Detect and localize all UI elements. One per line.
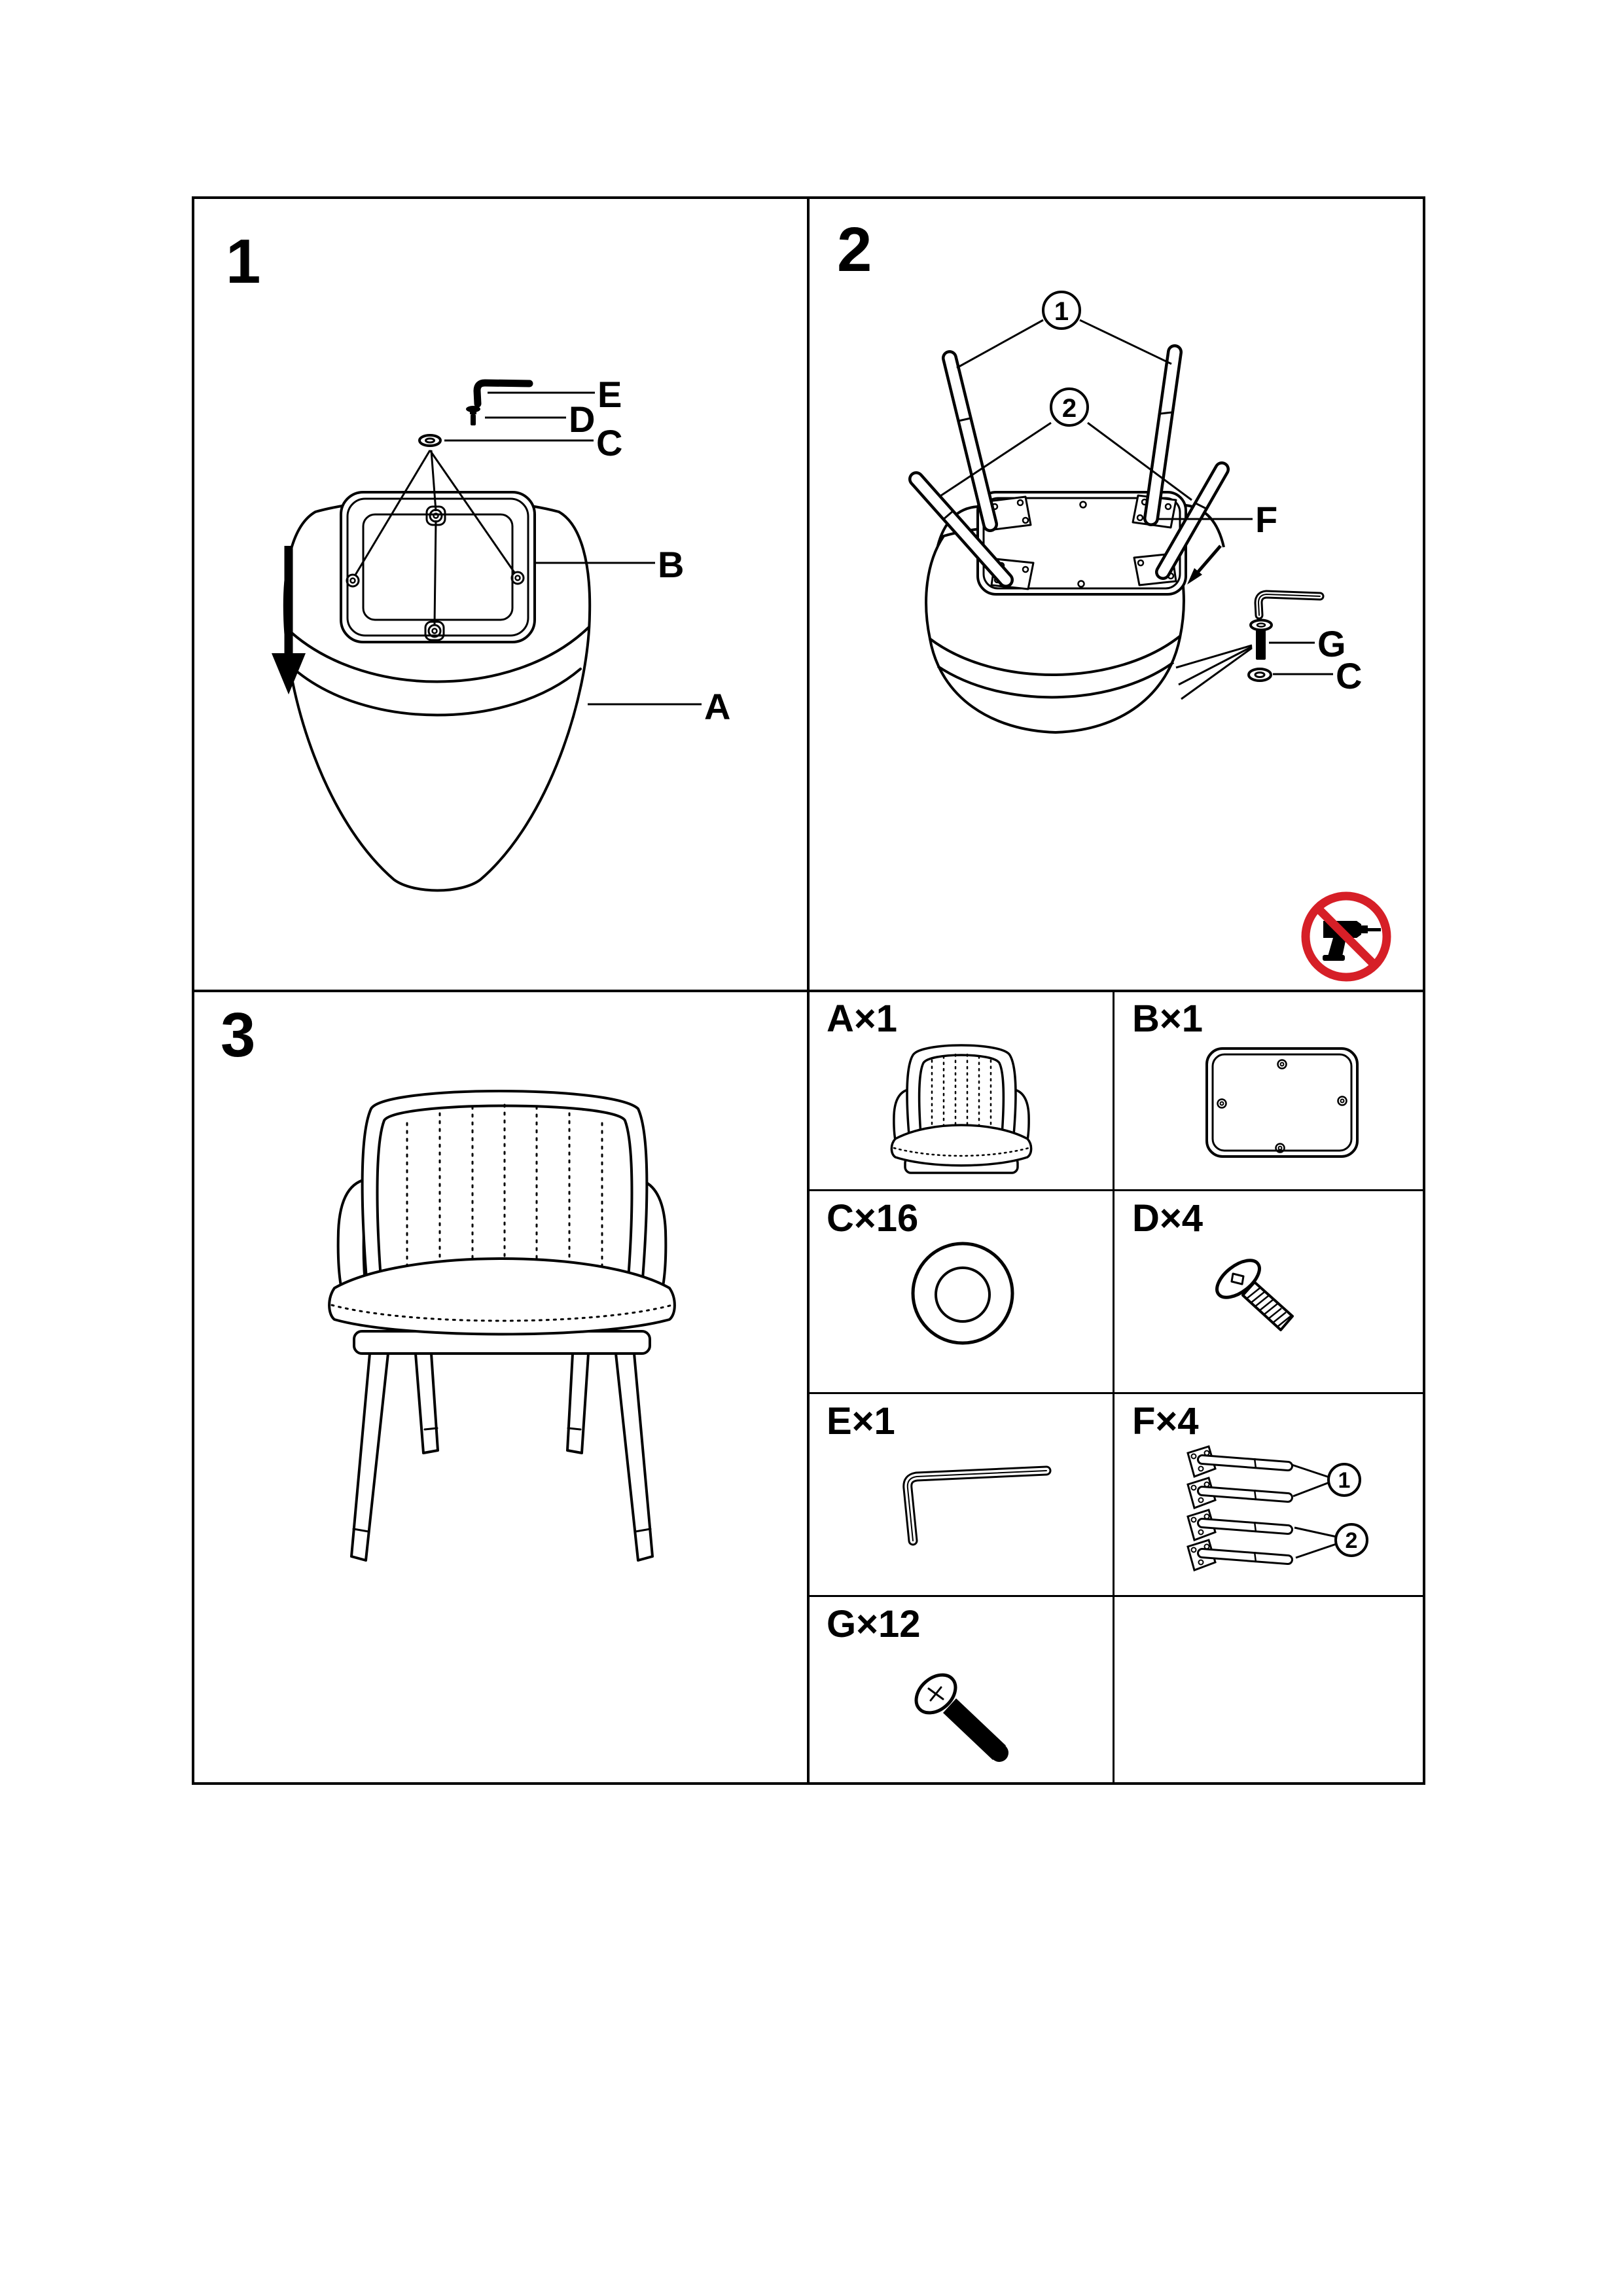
step2-number: 2 bbox=[837, 215, 872, 285]
hex-key-icon bbox=[1258, 594, 1320, 615]
leg-type-2-badge bbox=[1294, 1524, 1367, 1558]
callout-C: C bbox=[1336, 655, 1363, 696]
leg-item bbox=[1188, 1478, 1288, 1508]
assembled-chair-figure bbox=[329, 1091, 675, 1560]
leg-item bbox=[1188, 1446, 1288, 1477]
screw-icon bbox=[466, 406, 480, 425]
part-label-F: F×4 bbox=[1132, 1400, 1199, 1443]
callout-C: C bbox=[596, 422, 623, 463]
svg-text:2: 2 bbox=[1061, 394, 1077, 423]
callout-F: F bbox=[1255, 499, 1278, 540]
step3-number: 3 bbox=[221, 1000, 256, 1070]
no-drill-icon bbox=[1306, 896, 1387, 977]
part-label-G: G×12 bbox=[827, 1603, 921, 1645]
parts-list-panel bbox=[810, 992, 1423, 1782]
leg-item bbox=[1188, 1540, 1288, 1570]
step1-number: 1 bbox=[226, 226, 261, 296]
callout-D: D bbox=[569, 399, 596, 440]
part-E-hexkey-figure bbox=[908, 1471, 1046, 1541]
leg-type-1-badge bbox=[957, 292, 1171, 368]
part-C-washer-figure bbox=[913, 1244, 1012, 1343]
svg-text:1: 1 bbox=[1054, 297, 1069, 326]
part-label-C: C×16 bbox=[827, 1197, 919, 1240]
part-D-screw-figure bbox=[1211, 1253, 1293, 1330]
part-label-E: E×1 bbox=[827, 1400, 895, 1443]
leg-type-1-badge bbox=[1292, 1464, 1360, 1496]
step1-panel bbox=[194, 199, 807, 990]
svg-text:1: 1 bbox=[1338, 1468, 1351, 1493]
step3-panel bbox=[194, 992, 807, 1782]
callout-B: B bbox=[658, 544, 685, 585]
part-label-A: A×1 bbox=[827, 997, 898, 1040]
part-label-B: B×1 bbox=[1132, 997, 1204, 1040]
washer-icon bbox=[1249, 669, 1271, 681]
part-A-seat-figure bbox=[891, 1045, 1031, 1173]
step2-panel bbox=[810, 199, 1423, 990]
callout-E: E bbox=[597, 374, 622, 415]
instruction-grid bbox=[192, 196, 1425, 1785]
insert-arrow-icon bbox=[1187, 546, 1221, 584]
part-G-bolt-figure bbox=[909, 1667, 1008, 1762]
callout-A: A bbox=[704, 686, 731, 727]
part-F-legs-figure bbox=[1188, 1446, 1367, 1570]
bolt-callout-lines bbox=[1176, 645, 1252, 699]
svg-text:2: 2 bbox=[1345, 1528, 1358, 1553]
washer-icon bbox=[419, 435, 440, 446]
part-label-D: D×4 bbox=[1132, 1197, 1204, 1240]
mounting-plate-figure bbox=[341, 492, 535, 642]
bolt-icon bbox=[1251, 620, 1272, 660]
callout-G: G bbox=[1317, 623, 1346, 664]
leg-item bbox=[1188, 1510, 1288, 1540]
part-B-plate-figure bbox=[1207, 1049, 1357, 1157]
